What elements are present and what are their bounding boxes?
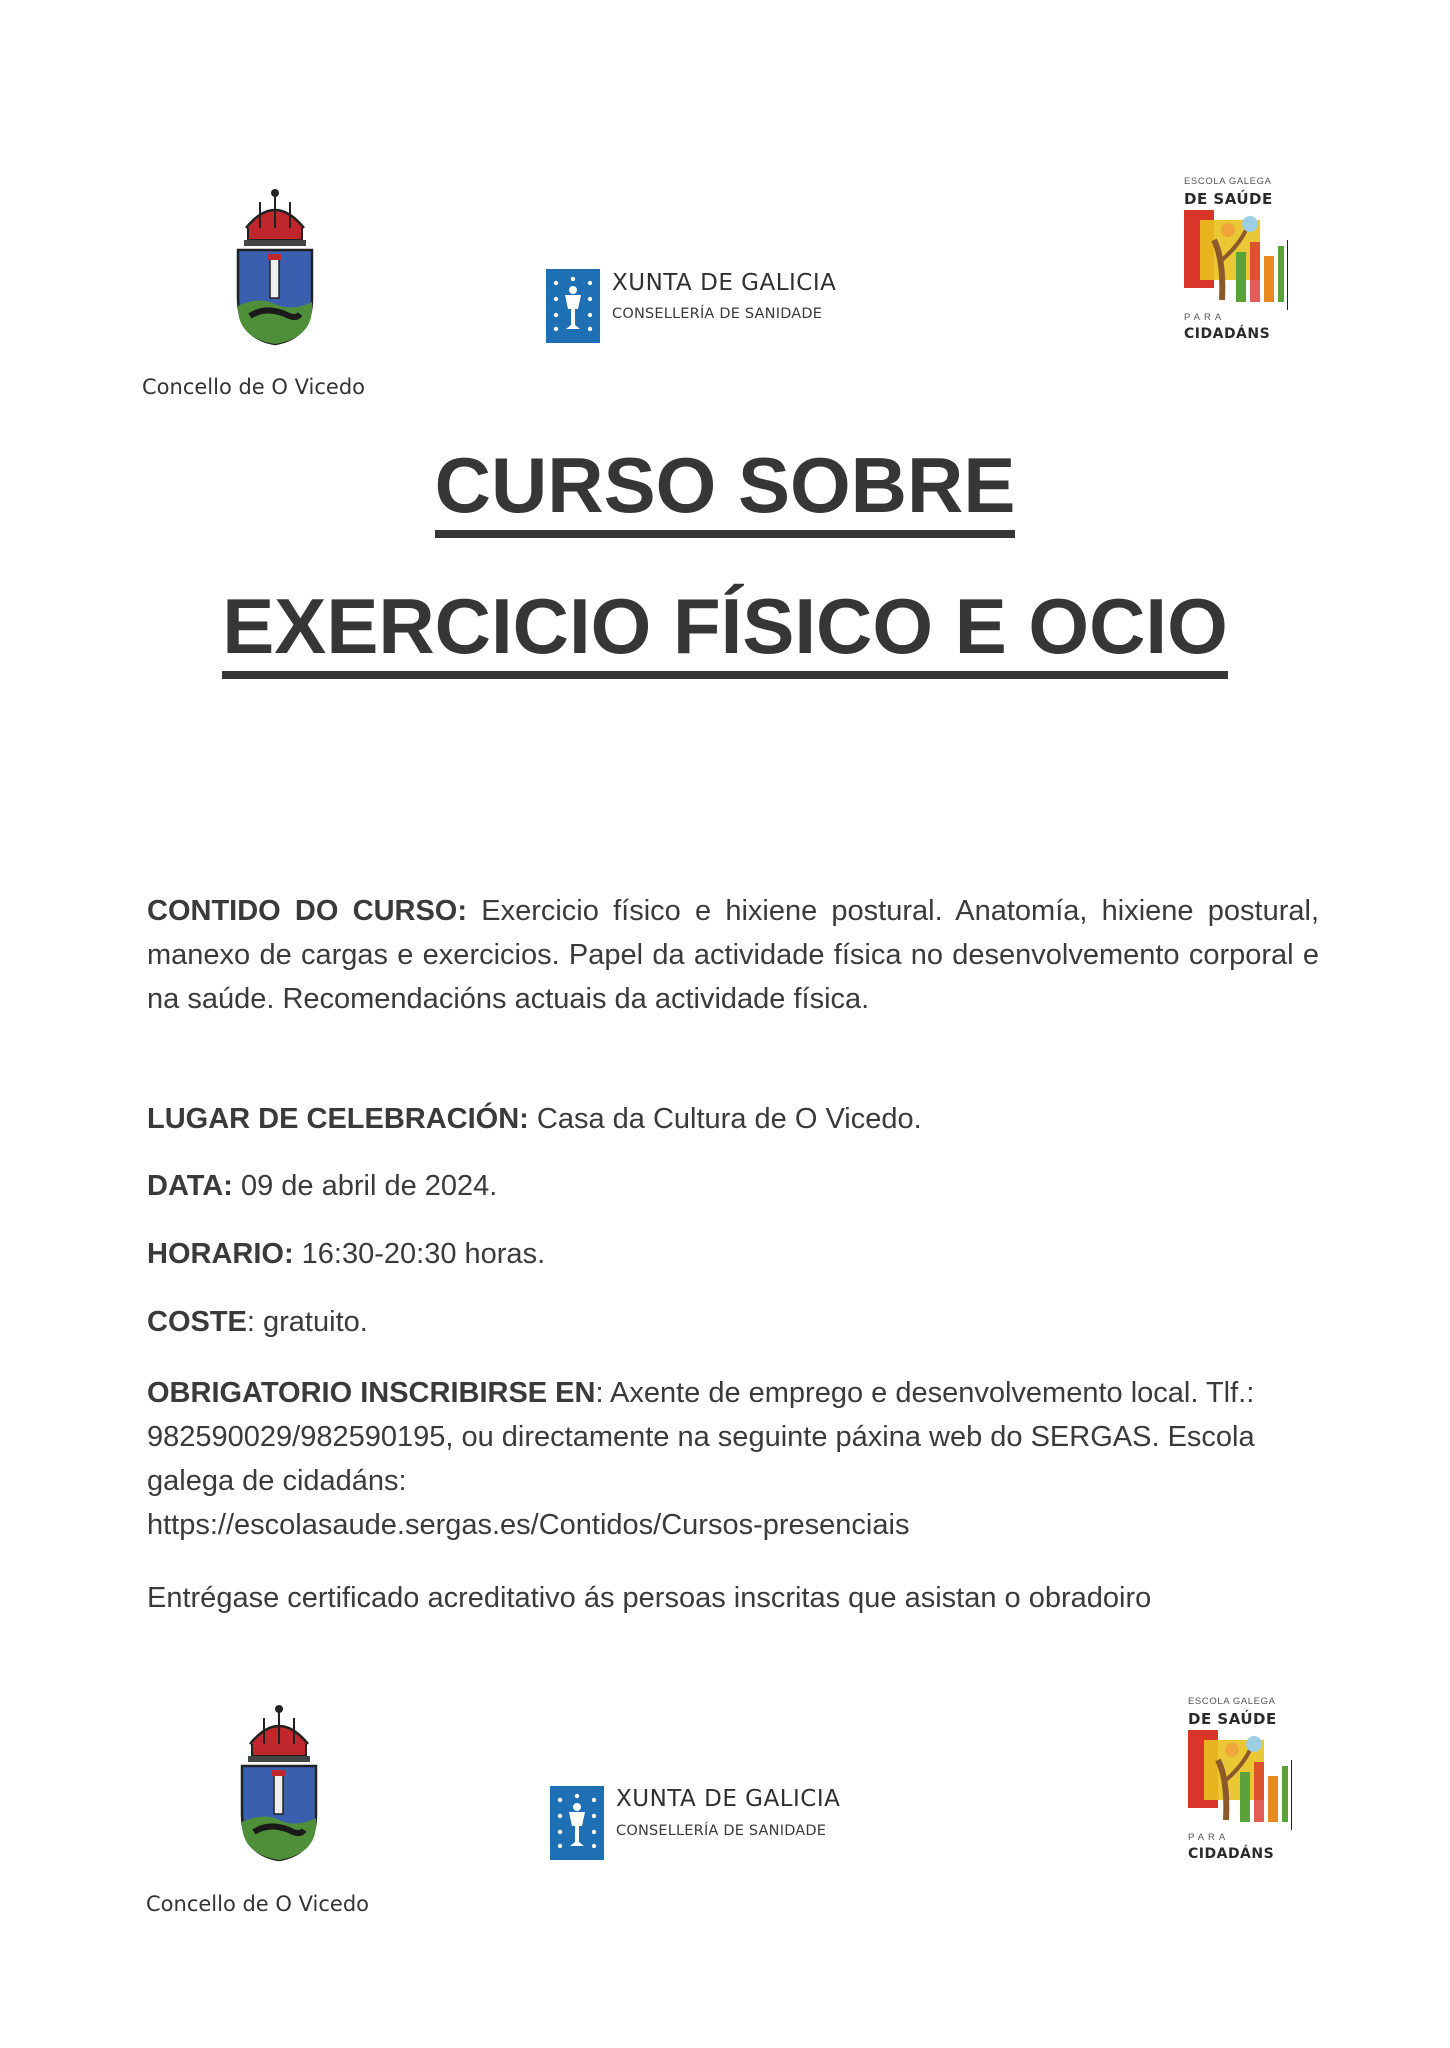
escola-saude-logo: [1184, 1696, 1294, 1864]
contido-label: CONTIDO DO CURSO:: [147, 895, 468, 927]
xunta-title: XUNTA DE GALICIA: [616, 1786, 841, 1812]
contido-text: Exercicio físico e hixiene postural. Anatomía, hixiene postural, manexo de cargas e exercicios. Papel da actividade física no desenvolvemento corporal e na saúde. Recomendacións actuais da actividade física.: [147, 895, 1319, 1015]
escola-saude-logo: [1180, 176, 1290, 344]
xunta-subtitle: CONSELLERÍA DE SANIDADE: [612, 306, 823, 322]
certificado-paragraph: [147, 1576, 1319, 1620]
xunta-emblem-logo: [546, 269, 600, 343]
escola-para-text: PARA: [1184, 312, 1226, 323]
inscribirse-label: OBRIGATORIO INSCRIBIRSE EN: [147, 1377, 596, 1409]
escola-graphic-icon: [1184, 210, 1288, 310]
title-line-2: [0, 582, 1450, 679]
horario-text: 16:30-20:30 horas.: [293, 1238, 546, 1270]
horario-paragraph: [147, 1232, 1319, 1276]
contido-paragraph: [147, 889, 1319, 1021]
inscribirse-url[interactable]: https://escolasaude.sergas.es/Contidos/Cursos-presenciais: [147, 1509, 910, 1541]
title-line-2-text: EXERCICIO FÍSICO E OCIO: [222, 587, 1227, 679]
data-paragraph: [147, 1164, 1319, 1208]
lugar-paragraph: [147, 1097, 1319, 1141]
coste-paragraph: [147, 1300, 1319, 1344]
concello-crest-logo: [230, 188, 320, 348]
xunta-subtitle: CONSELLERÍA DE SANIDADE: [616, 1823, 827, 1839]
concello-caption: Concello de O Vicedo: [142, 375, 365, 399]
lugar-label: LUGAR DE CELEBRACIÓN:: [147, 1103, 529, 1135]
concello-crest-logo: [234, 1704, 324, 1864]
escola-de-saude-text: DE SAÚDE: [1184, 190, 1273, 208]
coste-text: : gratuito.: [246, 1306, 368, 1338]
coste-label: COSTE: [147, 1306, 247, 1338]
escola-top-text: ESCOLA GALEGA: [1188, 1696, 1276, 1707]
footer: [0, 1680, 1450, 1940]
horario-label: HORARIO:: [147, 1238, 294, 1270]
lugar-text: Casa da Cultura de O Vicedo.: [528, 1103, 922, 1135]
data-label: DATA:: [147, 1170, 233, 1202]
concello-caption: Concello de O Vicedo: [146, 1892, 369, 1916]
inscribirse-paragraph: [147, 1371, 1319, 1547]
title-line-1-text: CURSO SOBRE: [435, 446, 1016, 538]
certificado-text: Entrégase certificado acreditativo ás persoas inscritas que asistan o obradoiro: [147, 1582, 1152, 1614]
escola-cidadans-text: CIDADÁNS: [1188, 1846, 1275, 1862]
escola-de-saude-text: DE SAÚDE: [1188, 1710, 1277, 1728]
xunta-title: XUNTA DE GALICIA: [612, 270, 837, 296]
data-text: 09 de abril de 2024.: [232, 1170, 498, 1202]
escola-cidadans-text: CIDADÁNS: [1184, 326, 1271, 342]
escola-top-text: ESCOLA GALEGA: [1184, 176, 1272, 187]
escola-para-text: PARA: [1188, 1832, 1230, 1843]
inscribirse-text: : Axente de emprego e desenvolvemento local. Tlf.: 982590029/982590195, ou directamente na seguinte páxina web do SERGAS. Escola galega de cidadáns:: [147, 1377, 1255, 1497]
header: [0, 0, 1450, 420]
escola-graphic-icon: [1188, 1730, 1292, 1830]
xunta-emblem-logo: [550, 1786, 604, 1860]
title-line-1: [0, 441, 1450, 538]
